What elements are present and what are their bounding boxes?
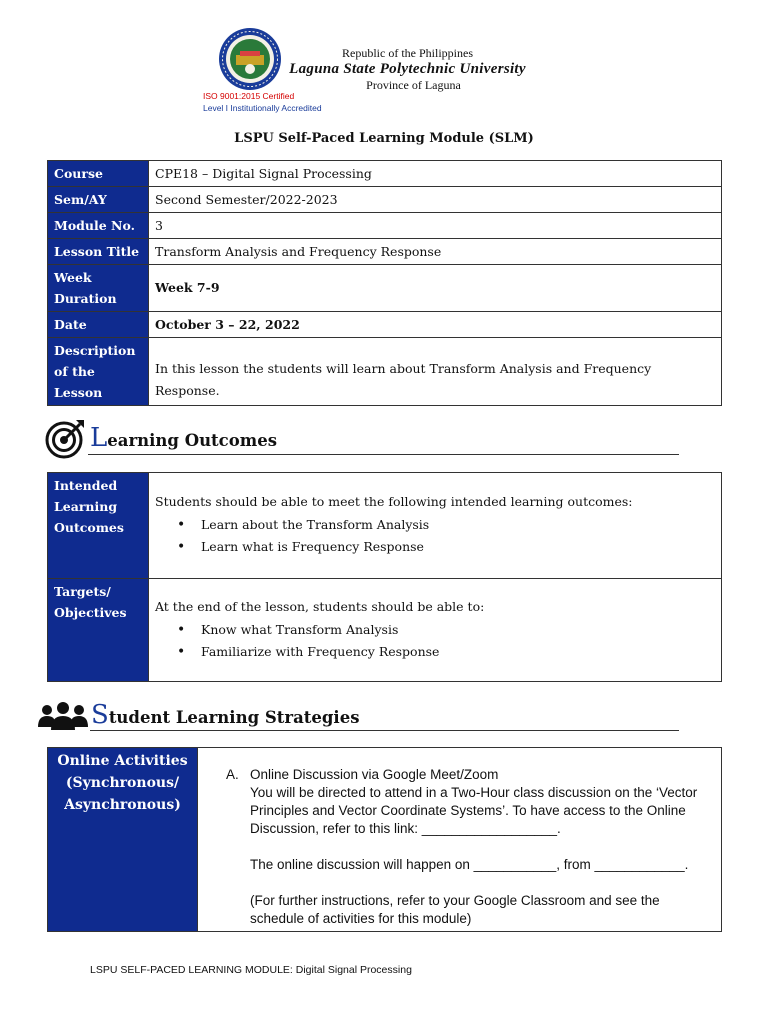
ilo-value xyxy=(149,473,722,579)
targets-list xyxy=(155,619,715,663)
strategy-text: You will be directed to attend in a Two-Hour class discussion on the ‘Vector Principles and Vector Coordinate Systems’. To have access to the Online Discussion, refer to this link: __________________. xyxy=(250,785,698,836)
lesson-row xyxy=(48,239,722,265)
module-value: 3 xyxy=(149,213,722,239)
week-value: Week 7-9 xyxy=(149,265,722,312)
learning-outcomes-heading xyxy=(44,418,684,462)
header-university: Laguna State Polytechnic University xyxy=(289,61,526,77)
online-activities-line3: Asynchronous) xyxy=(64,797,181,813)
semay-label: Sem/AY xyxy=(48,187,149,213)
targets-value xyxy=(149,579,722,682)
description-label-line2: of the xyxy=(54,364,95,379)
description-value: In this lesson the students will learn about Transform Analysis and Frequency Response. xyxy=(149,338,722,406)
ilo-label-line3: Outcomes xyxy=(54,520,124,535)
course-label: Course xyxy=(48,161,149,187)
people-group-icon xyxy=(38,701,88,731)
course-info-table xyxy=(47,160,722,406)
iso-certification: ISO 9001:2015 Certified xyxy=(203,91,295,101)
strategies-initial: S xyxy=(91,700,109,730)
course-row xyxy=(48,161,722,187)
ilo-label-line1: Intended xyxy=(54,478,118,493)
header-republic: Republic of the Philippines xyxy=(342,46,473,60)
description-label xyxy=(48,338,149,406)
semay-row xyxy=(48,187,722,213)
target-icon xyxy=(44,418,86,460)
list-item: • Learn what is Frequency Response xyxy=(155,536,715,558)
targets-label-line2: Objectives xyxy=(54,605,127,620)
page-footer: LSPU SELF-PACED LEARNING MODULE: Digital Signal Processing xyxy=(90,964,412,976)
ilo-intro: Students should be able to meet the following intended learning outcomes: xyxy=(155,494,633,509)
list-item: • Learn about the Transform Analysis xyxy=(155,514,715,536)
strategies-heading xyxy=(44,697,684,741)
accreditation-level: Level I Institutionally Accredited xyxy=(203,103,322,113)
document-header xyxy=(0,24,768,119)
strategies-table xyxy=(47,747,722,932)
date-label: Date xyxy=(48,312,149,338)
learning-outcomes-title xyxy=(90,423,277,453)
online-activities-line2: (Synchronous/ xyxy=(65,775,180,791)
strategy-item xyxy=(226,766,715,928)
week-row xyxy=(48,265,722,312)
learning-outcomes-rest: earning Outcomes xyxy=(107,431,277,450)
online-activities-label xyxy=(48,748,198,932)
module-row xyxy=(48,213,722,239)
targets-intro: At the end of the lesson, students should be able to: xyxy=(155,598,485,614)
week-label-line1: Week xyxy=(54,270,92,285)
targets-row xyxy=(48,579,722,682)
course-value: CPE18 – Digital Signal Processing xyxy=(149,161,722,187)
outcomes-table xyxy=(47,472,722,682)
learning-outcomes-initial: L xyxy=(90,423,108,453)
strategy-instructions: (For further instructions, refer to your Google Classroom and see the schedule of activities for this module) xyxy=(250,893,660,926)
header-province: Province of Laguna xyxy=(366,78,461,92)
date-value: October 3 – 22, 2022 xyxy=(149,312,722,338)
semay-value: Second Semester/2022-2023 xyxy=(149,187,722,213)
ilo-label-line2: Learning xyxy=(54,499,118,514)
lesson-label: Lesson Title xyxy=(48,239,149,265)
description-label-line1: Description xyxy=(54,343,136,358)
online-activities-row xyxy=(48,748,722,932)
targets-label-line1: Targets/ xyxy=(54,584,111,599)
description-label-line3: Lesson xyxy=(54,385,103,400)
lesson-value: Transform Analysis and Frequency Response xyxy=(149,239,722,265)
strategy-title: Online Discussion via Google Meet/Zoom xyxy=(250,767,499,782)
list-item: • Familiarize with Frequency Response xyxy=(155,641,715,663)
strategies-title xyxy=(91,700,360,730)
date-row xyxy=(48,312,722,338)
strategy-letter: A. xyxy=(226,767,239,782)
module-title: LSPU Self-Paced Learning Module (SLM) xyxy=(234,131,534,146)
ilo-list xyxy=(155,514,715,558)
description-row xyxy=(48,338,722,406)
online-activities-value xyxy=(198,748,722,932)
strategy-body xyxy=(250,766,715,928)
ilo-row xyxy=(48,473,722,579)
online-activities-line1: Online Activities xyxy=(57,753,188,769)
header-lines xyxy=(285,46,530,92)
heading-rule xyxy=(90,730,679,731)
targets-label xyxy=(48,579,149,682)
week-label-line2: Duration xyxy=(54,291,117,306)
strategy-schedule: The online discussion will happen on ___________, from ____________. xyxy=(250,857,689,872)
ilo-label xyxy=(48,473,149,579)
list-item: • Know what Transform Analysis xyxy=(155,619,715,641)
strategies-rest: tudent Learning Strategies xyxy=(108,708,360,727)
heading-rule xyxy=(88,454,679,455)
week-label xyxy=(48,265,149,312)
university-seal-icon xyxy=(218,27,282,91)
module-label: Module No. xyxy=(48,213,149,239)
